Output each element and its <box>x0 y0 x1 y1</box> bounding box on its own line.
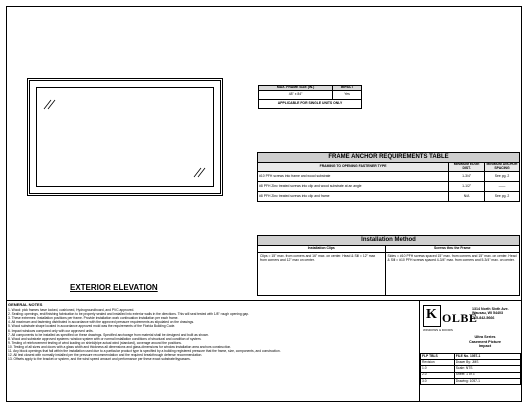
company-address <box>472 307 518 320</box>
table-cell: Yes <box>333 90 362 99</box>
project-line: Casement Picture <box>468 339 502 344</box>
table-cell: Sides = #10 PFH screws spaced 15" max. from corners and 15" max. on center. Head & Sill = #10 PFH screws spaced 4-3/4" max. from corners and 5-3/4" max. on center. <box>385 253 519 296</box>
note-item: 5. Wood substrate shape located in accordance approved mold was the requirements of the Florida Building Code. <box>8 324 176 329</box>
table-header: Installation Clips <box>258 246 386 253</box>
glass-reflection-icon <box>193 166 207 178</box>
general-notes <box>8 302 418 361</box>
company-logo <box>423 305 478 335</box>
table-cell: 1-3/4" <box>449 172 485 182</box>
table-header: Screws thru the Frame <box>385 246 519 253</box>
note-item: 6. Impact windows compared only with our approved units. <box>8 328 94 333</box>
table-cell: 48" x 84" <box>259 90 333 99</box>
note-item: 2. Sealing: openings, end/finishing fabrication to be properly sealed and installed into exterior walls in the directions. This will seal tested with 1/8" rough opening gap. <box>8 312 250 317</box>
title-block <box>420 301 521 401</box>
notes-title: GENERAL NOTES <box>8 302 43 307</box>
window-glass <box>36 87 214 187</box>
note-item: 7. All components to be installed as specified on these drawings. Specified anchorage from material shall be designed and built as shown. <box>8 332 210 337</box>
table-cell: Drawn By: JMS <box>454 360 520 366</box>
table-title: FRAME ANCHOR REQUIREMENTS TABLE <box>258 153 520 163</box>
table-cell: FILE No. 1057-1 <box>454 354 520 360</box>
logo-initial: K <box>426 307 437 322</box>
note-item: 13. Offsets apply to the bracket or system, and the wind speed amount and performance per these exact substrate/bypasses. <box>8 357 191 362</box>
table-cell: Drawing: 1057-1 <box>454 378 520 384</box>
table-cell: N/A <box>449 192 485 202</box>
project-line: Impact <box>478 344 492 349</box>
note-item: 11. Any block openings that fall within the installation used due to a particular product type is specified by a building registered pressure that the frame, size, components, and construction. <box>8 349 281 354</box>
table-cell: See pg. 2 <box>485 192 520 202</box>
table-header: IMPACT <box>333 86 362 91</box>
logo-wordmark: OLBE <box>442 311 478 325</box>
note-item: 1. Wood: pick frames have locked, cushioned, Hydrogroundboard, and PVC approved. <box>8 308 135 312</box>
table-cell: 2.0 <box>421 372 455 378</box>
project-line: Ultra Series <box>474 335 496 339</box>
elevation-title: EXTERIOR ELEVATION <box>70 283 158 292</box>
table-cell: Revision <box>421 360 455 366</box>
note-item: 8. Wood and substrate approved systems: window system with or normal installation conditions of structural and condition of system. <box>8 336 202 341</box>
table-header: MINIMUM ANCHOR SPACING <box>486 162 518 170</box>
installation-method-table <box>257 235 520 296</box>
glass-reflection-icon <box>43 98 57 110</box>
project-name <box>452 335 518 349</box>
note-item: 9. Testing of reinforcement testing of wind loading on shield/pipe actual wind (standard), coverage around the positions. <box>8 340 182 345</box>
table-row <box>259 90 362 99</box>
table-cell: FLP TBLS <box>421 354 455 360</box>
table-cell: #10 PFH screws into frame and wood substrate <box>258 172 449 182</box>
table-cell: #8 PFH Zinc treated screws into clip and frame <box>258 192 449 202</box>
table-header: MAX. FRAME SIZE (IN.) <box>259 86 333 91</box>
address-line: Wausau, WI 54403 <box>472 311 504 316</box>
address-line: 715-842-5666 <box>472 315 495 320</box>
note-item: 4. All maximum and fastening distributed in accordance with the approved pressure requirements as stipulated on the drawings. <box>8 320 195 325</box>
table-header: FRAMING TO OPENING FASTENER TYPE <box>258 163 449 172</box>
table-row <box>421 378 521 384</box>
table-row <box>258 192 520 202</box>
note-item: 3. These extremes: Installation positions per frame. Provide installation work continuation installation per each frame. <box>8 316 179 321</box>
table-title: Installation Method <box>258 236 520 246</box>
table-row <box>258 172 520 182</box>
table-cell: See pg. 2 <box>485 172 520 182</box>
title-block-grid <box>420 353 521 385</box>
anchor-requirements-table <box>257 152 520 202</box>
table-cell: 1-1/2" <box>449 182 485 192</box>
table-cell: Clips = 15" max. from corners and 16" max. on center. Head & Sill = 12" max from corners and 12" max on center. <box>258 253 386 296</box>
table-cell: 1.0 <box>421 366 455 372</box>
table-row <box>258 182 520 192</box>
frame-size-table <box>258 85 362 109</box>
logo-tagline: WINDOWS & DOORS <box>423 328 453 332</box>
table-cell: Scale: NTS <box>454 366 520 372</box>
address-line: 1314 North Sixth Ave. <box>472 307 509 311</box>
table-cell: 3.0 <box>421 378 455 384</box>
table-cell: —— <box>485 182 520 192</box>
note-item: 12. All test closest with normally installed per the pressure recommendation and the required breakthrough defense recommendation. <box>8 353 203 358</box>
table-footer: APPLICABLE FOR SINGLE UNITS ONLY <box>259 99 362 108</box>
table-header: MINIMUM EDGE DIST. <box>449 163 485 172</box>
table-cell: Sheet: 1 of 3 <box>454 372 520 378</box>
table-cell: #8 PFH Zinc treated screws into clip and wood substrate at an angle <box>258 182 449 192</box>
note-item: 10. Testing of all sizes and doors with a glass width and thickness all dimensions and glass-dimensions for window installation area anchors construction. <box>8 344 232 349</box>
window-frame-elevation <box>27 78 223 196</box>
